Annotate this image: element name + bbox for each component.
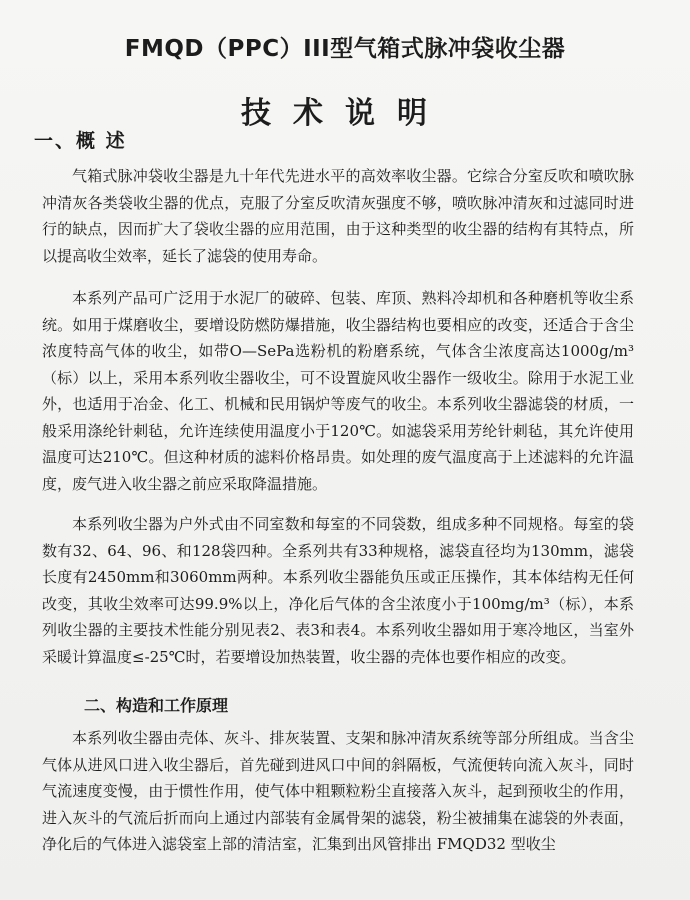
overview-paragraph-3: 本系列收尘器为户外式由不同室数和每室的不同袋数，组成多种不同规格。每室的袋数有32、64、96、和128袋四种。全系列共有33种规格，滤袋直径均为130mm，滤袋长度有2450mm和3060mm两种。本系列收尘器能负压或正压操作，其本体结构无任何改变，其收尘效率可达99.9%以上，净化后气体的含尘浓度小于100mg/m³（标），本系列收尘器的主要技术性能分别见表2、表3和表4。本系列收尘器如用于寒冷地区，当室外采暖计算温度≤-25℃时，若要增设加热装置，收尘器的壳体也要作相应的改变。 <box>42 515 634 666</box>
section-heading-construction: 二、构造和工作原理 <box>84 696 229 715</box>
construction-paragraph-1: 本系列收尘器由壳体、灰斗、排灰装置、支架和脉冲清灰系统等部分所组成。当含尘气体从进风口进入收尘器后，首先碰到进风口中间的斜隔板，气流便转向流入灰斗，同时气流速度变慢，由于惯性作用，使气体中粗颗粒粉尘直接落入灰斗，起到预收尘的作用，进入灰斗的气流后折而向上通过内部装有金属骨架的滤袋，粉尘被捕集在滤袋的外表面，净化后的气体进入滤袋室上部的清洁室，汇集到出风管排出 FMQD32 型收尘 <box>42 729 634 853</box>
document-subtitle: 技术说明 <box>241 96 449 131</box>
overview-paragraph-2: 本系列产品可广泛用于水泥厂的破碎、包装、库顶、熟料冷却机和各种磨机等收尘系统。如用于煤磨收尘，要增设防燃防爆措施，收尘器结构也要相应的改变，还适合于含尘浓度特高气体的收尘，如带O—SePa选粉机的粉磨系统，气体含尘浓度高达1000g/m³（标）以上，采用本系列收尘器收尘，可不设置旋风收尘器作一级收尘。除用于水泥工业外，也适用于冶金、化工、机械和民用锅炉等废气的收尘。本系列收尘器滤袋的材质，一般采用涤纶针刺毡，允许连续使用温度小于120℃。如滤袋采用芳纶针刺毡，其允许使用温度可达210℃。但这种材质的滤料价格昂贵。如处理的废气温度高于上述滤料的允许温度，废气进入收尘器之前应采取降温措施。 <box>42 289 634 493</box>
document-title: FMQD（PPC）III型气箱式脉冲袋收尘器 <box>124 36 566 62</box>
section-heading-overview: 一、概 述 <box>34 130 127 152</box>
overview-paragraph-1: 气箱式脉冲袋收尘器是九十年代先进水平的高效率收尘器。它综合分室反吹和喷吹脉冲清灰各类袋收尘器的优点，克服了分室反吹清灰强度不够，喷吹脉冲清灰和过滤同时进行的缺点，因而扩大了袋收尘器的应用范围，由于这种类型的收尘器的结构有其特点，所以提高收尘效率，延长了滤袋的使用寿命。 <box>42 167 634 265</box>
